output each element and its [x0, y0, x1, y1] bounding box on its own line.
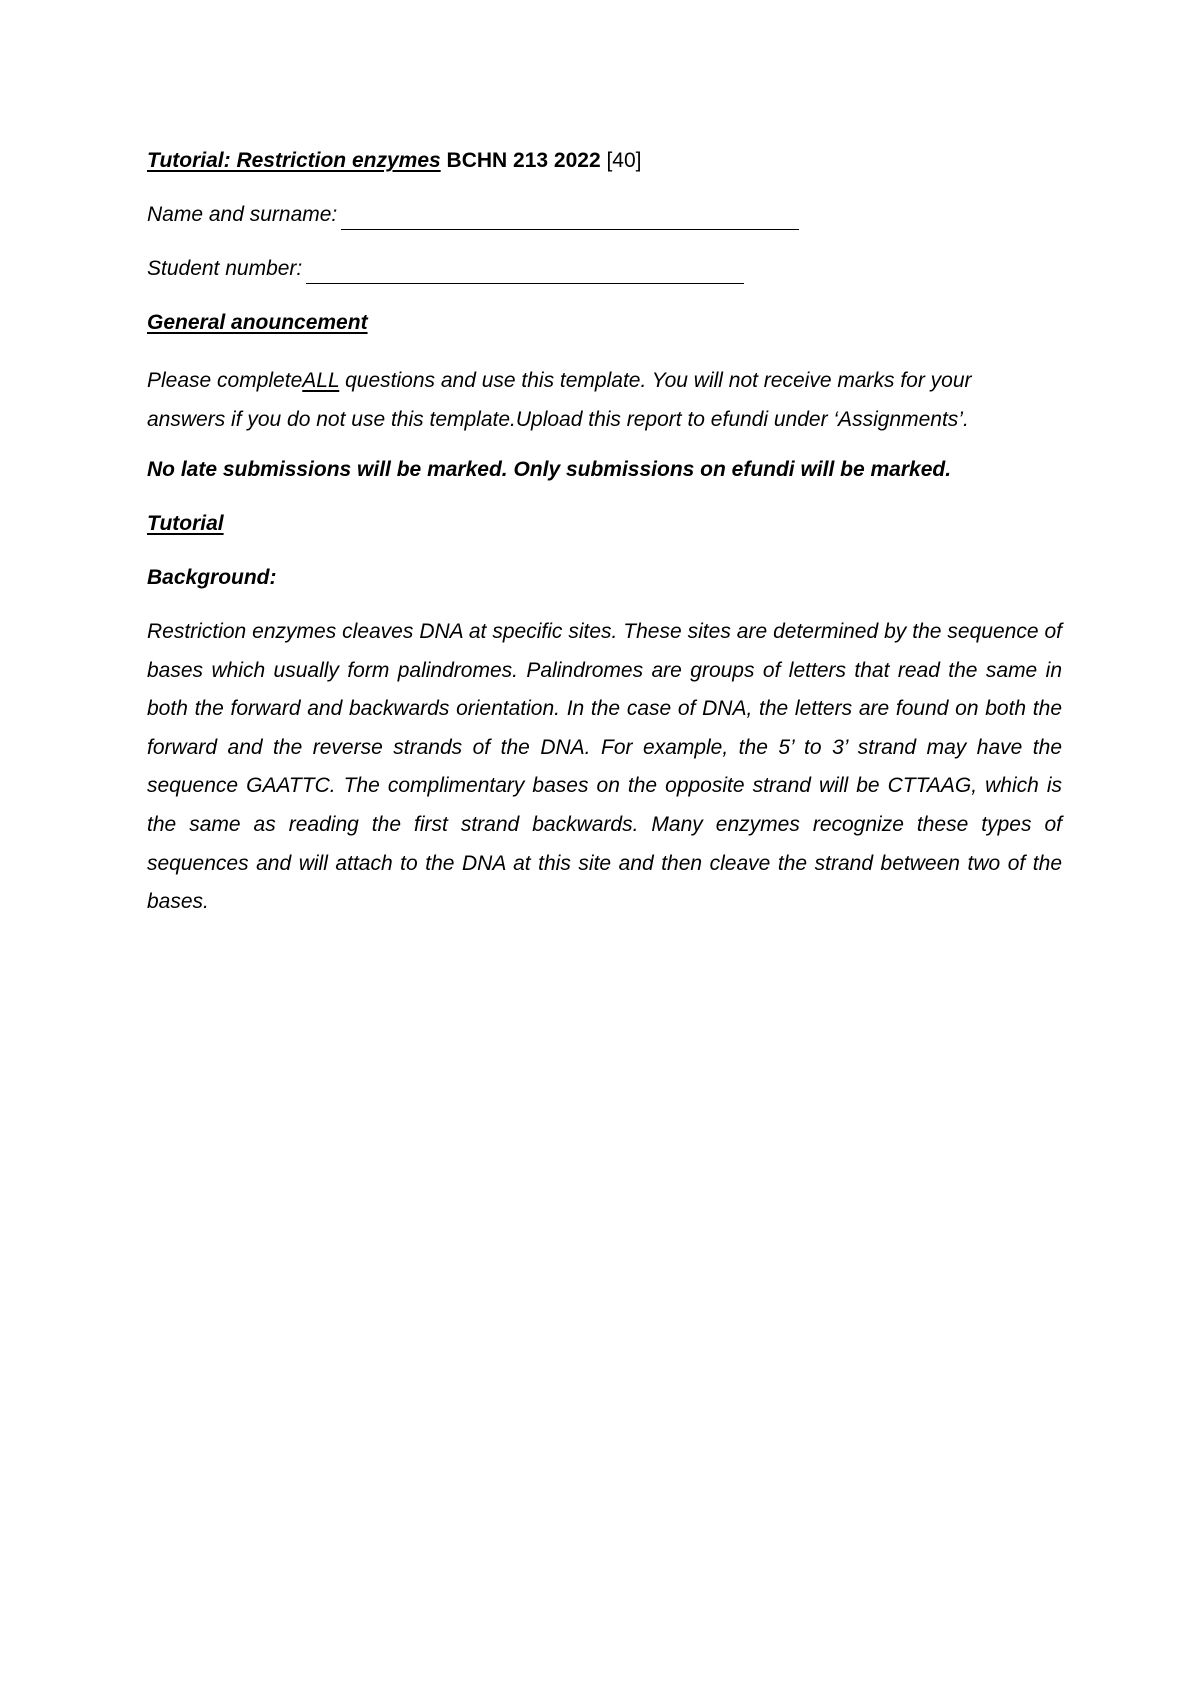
- document-content: [147, 146, 1062, 922]
- general-announcement-heading: General anouncement: [147, 311, 368, 334]
- title-course-code: BCHN 213 2022: [446, 149, 601, 172]
- title-marks: [40]: [606, 149, 642, 172]
- student-number-field: [147, 254, 1062, 284]
- late-submission-notice: No late submissions will be marked. Only submissions on efundi will be marked.: [147, 458, 952, 481]
- name-field-blank[interactable]: [341, 207, 799, 230]
- name-field: [147, 200, 1062, 230]
- announcement-paragraph: [147, 362, 1062, 439]
- announcement-line-1: [147, 362, 1062, 401]
- document-title: [147, 146, 1062, 176]
- student-number-label: Student number:: [147, 257, 303, 280]
- announcement-line-1-start: Please complete: [147, 369, 303, 392]
- announcement-line-2: answers if you do not use this template.Upload this report to efundi under ‘Assignments’.: [147, 407, 969, 431]
- background-paragraph: Restriction enzymes cleaves DNA at specific sites. These sites are determined by the sequence of bases which usually form palindromes. Palindromes are groups of letters that read the same in both the forward and backwards orientation. In the case of DNA, the letters are found on both the forward and the reverse strands of the DNA. For example, the 5’ to 3’ strand may have the sequence GAATTC. The complimentary bases on the opposite strand will be CTTAAG, which is the same as reading the first strand backwards. Many enzymes recognize these types of sequences and will attach to the DNA at this site and then cleave the strand between two of the bases.: [147, 620, 1062, 914]
- student-number-blank[interactable]: [306, 261, 744, 284]
- tutorial-heading: Tutorial: [147, 512, 224, 535]
- announcement-line-1-end: questions and use this template. You will not receive marks for your: [339, 369, 972, 392]
- background-heading: Background:: [147, 566, 277, 589]
- title-topic: Tutorial: Restriction enzymes: [147, 149, 441, 172]
- name-field-label: Name and surname:: [147, 203, 338, 226]
- announcement-all-emphasis: ALL: [302, 369, 340, 392]
